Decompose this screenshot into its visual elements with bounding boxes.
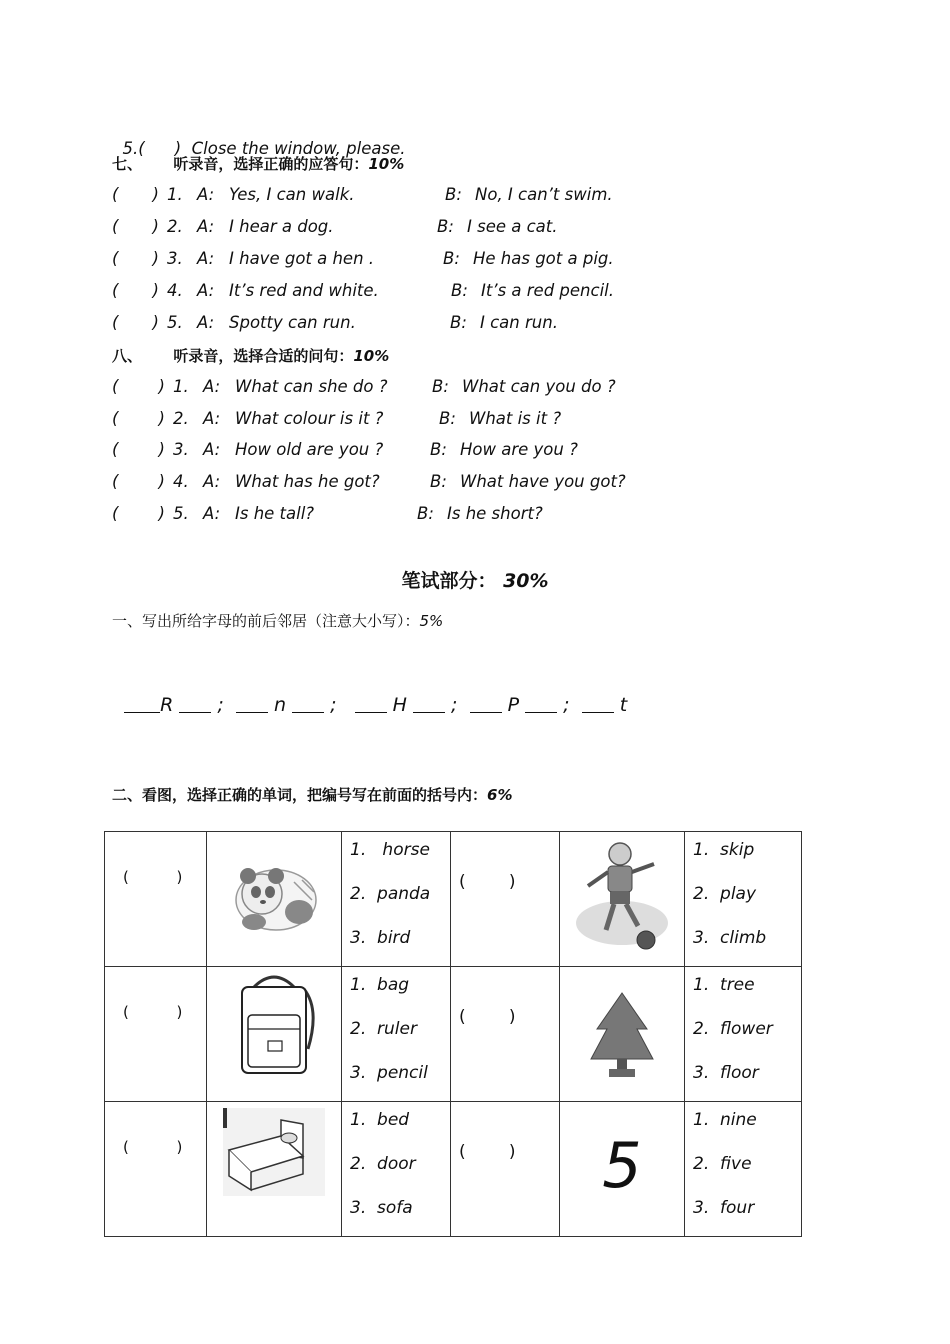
section7-title-text: 听录音，选择正确的应答句： [173, 155, 369, 173]
options-cell [685, 832, 802, 967]
option-a-label: A: [197, 281, 215, 300]
option[interactable]: 3. bird [350, 928, 411, 948]
part1-percent: 5% [419, 612, 444, 630]
answer-cell[interactable] [105, 967, 207, 1102]
sep-3: ; [451, 694, 458, 716]
paren-open: ( [112, 409, 119, 428]
letter-R: R [160, 694, 174, 716]
picture-cell [207, 1102, 342, 1237]
paren-close: ) [152, 281, 159, 300]
paren-open: ( [112, 504, 119, 523]
answer-paren: ( ) [459, 1142, 516, 1162]
option-b-text[interactable]: It’s a red pencil. [481, 281, 614, 300]
schoolbag-icon [224, 969, 324, 1079]
paren-close: ) [152, 217, 159, 236]
number-five-picture [560, 1102, 685, 1237]
paren-close: ) [152, 249, 159, 268]
paren-open: ( [112, 377, 119, 396]
blank-6[interactable] [413, 694, 445, 713]
option-a-label: A: [203, 472, 221, 491]
option[interactable]: 2. panda [350, 884, 431, 904]
paren-open: ( [112, 313, 119, 332]
picture-cell [207, 967, 342, 1102]
question-row [112, 409, 562, 428]
answer-cell[interactable] [451, 832, 560, 967]
paren-open: ( [112, 472, 119, 491]
section7-label: 七、 [112, 155, 143, 173]
question-number: 1. [167, 185, 183, 204]
picture-cell [560, 832, 685, 967]
option-b-text[interactable]: What have you got? [460, 472, 626, 491]
question-number: 4. [167, 281, 183, 300]
letter-H: H [392, 694, 407, 716]
option-b-label: B: [445, 185, 462, 204]
boy-kicking-ball-icon [572, 838, 672, 956]
option[interactable]: 3. climb [693, 928, 767, 948]
written-title-text: 笔试部分： [401, 570, 497, 592]
question-number: 3. [167, 249, 183, 268]
options-cell [342, 1102, 451, 1237]
paren-close: ) [152, 185, 159, 204]
digit-five: 5 [602, 1129, 642, 1202]
question-number: 2. [167, 217, 183, 236]
option[interactable]: 2. five [693, 1154, 752, 1174]
option-a-text[interactable]: What colour is it ? [235, 409, 384, 428]
blank-8[interactable] [525, 694, 557, 713]
option-b-text[interactable]: How are you ? [460, 440, 578, 459]
question-row [112, 313, 558, 332]
blank-4[interactable] [292, 694, 324, 713]
option-a-text[interactable]: Yes, I can walk. [229, 185, 355, 204]
option-a-label: A: [197, 185, 215, 204]
option[interactable]: 1. bed [350, 1110, 410, 1130]
blank-1[interactable] [124, 694, 160, 713]
q5-text: Close the window, please. [191, 139, 406, 158]
option-b-text[interactable]: I can run. [480, 313, 558, 332]
option-a-label: A: [203, 440, 221, 459]
option-a-text[interactable]: How old are you ? [235, 440, 384, 459]
option-a-text[interactable]: I have got a hen . [229, 249, 375, 268]
options-cell [685, 1102, 802, 1237]
panda-icon [224, 852, 324, 942]
answer-paren: ( ) [123, 1003, 183, 1021]
option-b-text[interactable]: He has got a pig. [473, 249, 614, 268]
options-cell [342, 967, 451, 1102]
option[interactable]: 2. ruler [350, 1019, 417, 1039]
part2-percent: 6% [487, 786, 513, 804]
section8-title-text: 听录音，选择合适的问句： [173, 347, 354, 365]
option-a-text[interactable]: What has he got? [235, 472, 380, 491]
option-b-label: B: [451, 281, 468, 300]
question-row [112, 185, 613, 204]
paren-close: ) [158, 440, 165, 459]
blank-9[interactable] [582, 694, 614, 713]
options-cell [342, 832, 451, 967]
answer-paren: ( ) [123, 868, 183, 886]
question-number: 3. [173, 440, 189, 459]
option-b-label: B: [439, 409, 456, 428]
option-b-text[interactable]: What is it ? [469, 409, 562, 428]
option-b-label: B: [450, 313, 467, 332]
q5-number: 5.( [122, 139, 145, 158]
question-row [112, 217, 558, 236]
picture-word-table [104, 831, 802, 1237]
option-b-label: B: [443, 249, 460, 268]
section8-percent: 10% [353, 347, 390, 365]
table-row [105, 967, 802, 1102]
options-cell [685, 967, 802, 1102]
option[interactable]: 2. flower [693, 1019, 773, 1039]
question-number: 5. [167, 313, 183, 332]
option-b-text[interactable]: I see a cat. [467, 217, 558, 236]
answer-cell[interactable] [451, 1102, 560, 1237]
option-a-text[interactable]: What can she do ? [235, 377, 388, 396]
paren-close: ) [158, 504, 165, 523]
sep-2: ; [330, 694, 337, 716]
question-row [112, 440, 578, 459]
written-part-title [0, 566, 950, 593]
tree-icon [587, 989, 657, 1079]
picture-cell [560, 967, 685, 1102]
option-a-label: A: [197, 217, 215, 236]
option-b-label: B: [417, 504, 434, 523]
option-b-label: B: [437, 217, 454, 236]
blank-5[interactable] [355, 694, 387, 713]
letter-neighbours-row [112, 672, 627, 716]
option-a-label: A: [203, 409, 221, 428]
option-b-label: B: [430, 472, 447, 491]
question-row [112, 249, 614, 268]
option[interactable]: 3. four [693, 1198, 755, 1218]
answer-cell[interactable] [451, 967, 560, 1102]
part1-title [112, 610, 443, 631]
option-b-text[interactable]: What can you do ? [462, 377, 616, 396]
question-row [112, 504, 543, 523]
option-a-label: A: [197, 313, 215, 332]
option[interactable]: 1. bag [350, 975, 410, 995]
bed-icon [219, 1106, 329, 1201]
part2-title [112, 784, 512, 805]
question-number: 1. [173, 377, 189, 396]
option[interactable]: 2. door [350, 1154, 416, 1174]
question-row [112, 377, 616, 396]
answer-cell[interactable] [105, 1102, 207, 1237]
picture-cell [207, 832, 342, 967]
option[interactable]: 3. pencil [350, 1063, 428, 1083]
sep-1: ; [217, 694, 224, 716]
option-a-text[interactable]: I hear a dog. [229, 217, 334, 236]
blank-7[interactable] [470, 694, 502, 713]
paren-close: ) [158, 409, 165, 428]
option-a-text[interactable]: It’s red and white. [229, 281, 379, 300]
option[interactable]: 2. play [693, 884, 757, 904]
part2-title-text: 二、看图，选择正确的单词，把编号写在前面的括号内： [112, 786, 488, 804]
option[interactable]: 3. sofa [350, 1198, 413, 1218]
answer-paren: ( ) [123, 1138, 183, 1156]
option[interactable]: 1. horse [350, 840, 430, 860]
option-b-text[interactable]: No, I can’t swim. [475, 185, 613, 204]
paren-open: ( [112, 217, 119, 236]
option-a-text[interactable]: Is he tall? [235, 504, 315, 523]
option-b-label: B: [432, 377, 449, 396]
option-a-label: A: [203, 504, 221, 523]
question-row [112, 281, 614, 300]
letter-n: n [273, 694, 286, 716]
question-number: 2. [173, 409, 189, 428]
table-row [105, 832, 802, 967]
letter-t: t [619, 694, 628, 716]
paren-open: ( [112, 249, 119, 268]
paren-close: ) [158, 472, 165, 491]
question-number: 5. [173, 504, 189, 523]
answer-paren: ( ) [459, 1007, 516, 1027]
section7-percent: 10% [368, 155, 405, 173]
option[interactable]: 1. skip [693, 840, 755, 860]
question-number: 4. [173, 472, 189, 491]
blank-3[interactable] [236, 694, 268, 713]
option[interactable]: 1. nine [693, 1110, 757, 1130]
answer-cell[interactable] [105, 832, 207, 967]
table-row [105, 1102, 802, 1237]
written-percent: 30% [503, 570, 549, 592]
option-b-text[interactable]: Is he short? [447, 504, 543, 523]
paren-open: ( [112, 281, 119, 300]
option[interactable]: 3. floor [693, 1063, 759, 1083]
section8-title [112, 345, 389, 366]
answer-paren: ( ) [459, 872, 516, 892]
q5-close: ) [174, 139, 182, 158]
sep-4: ; [563, 694, 570, 716]
option-a-label: A: [203, 377, 221, 396]
letter-P: P [507, 694, 520, 716]
blank-2[interactable] [179, 694, 211, 713]
option-a-label: A: [197, 249, 215, 268]
section7-title [112, 153, 404, 174]
option-a-text[interactable]: Spotty can run. [229, 313, 356, 332]
paren-open: ( [112, 440, 119, 459]
part1-title-text: 一、写出所给字母的前后邻居（注意大小写）： [112, 612, 420, 630]
paren-close: ) [158, 377, 165, 396]
section8-label: 八、 [112, 347, 143, 365]
option-b-label: B: [430, 440, 447, 459]
paren-open: ( [112, 185, 119, 204]
paren-close: ) [152, 313, 159, 332]
option[interactable]: 1. tree [693, 975, 755, 995]
question-row [112, 472, 626, 491]
